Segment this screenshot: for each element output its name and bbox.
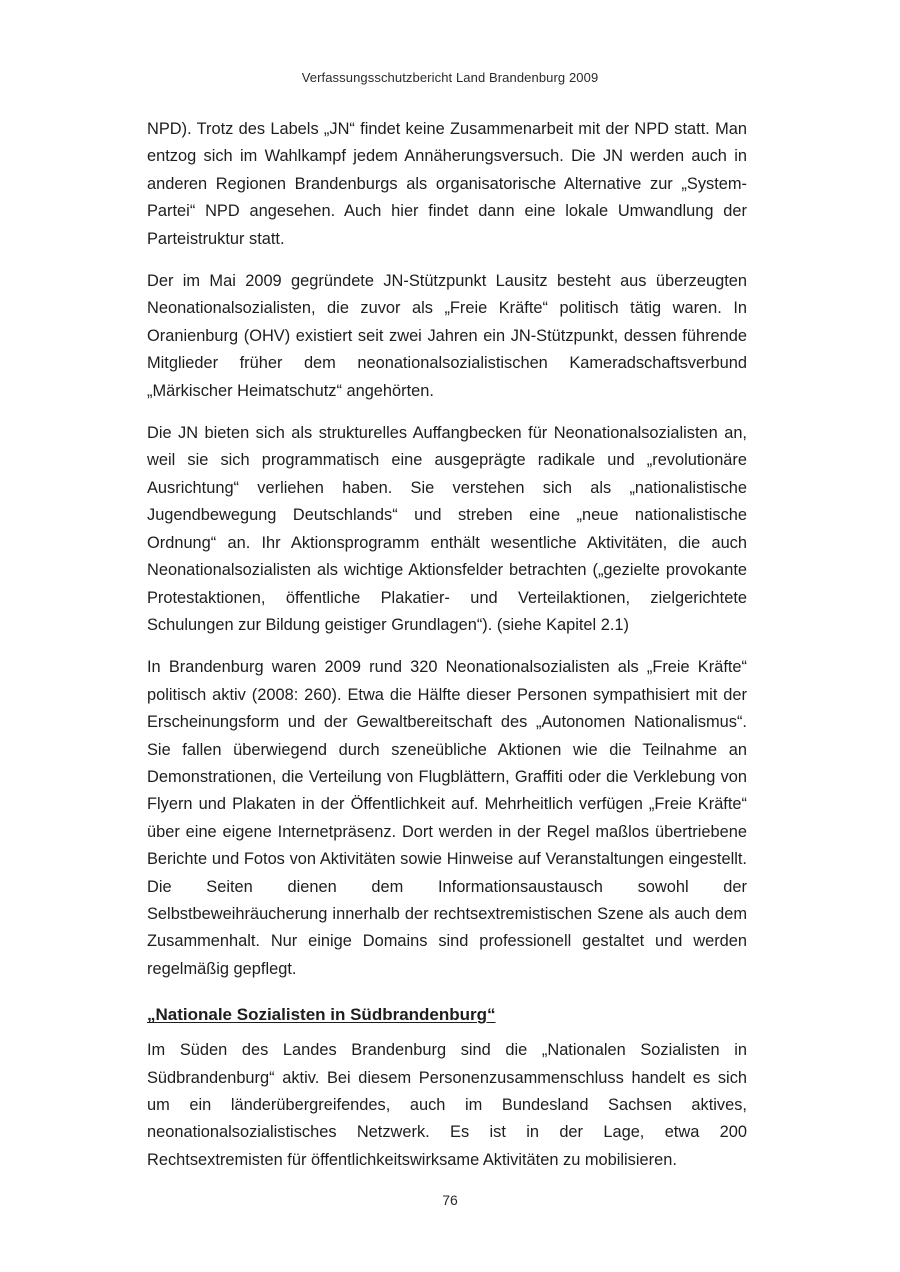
body-paragraph: Die JN bieten sich als strukturelles Auffangbecken für Neonationalsozialisten an, weil sie sich programmatisch eine ausgeprägte radikale und „revolutionäre Ausrichtung“ verliehen haben. Sie verstehen sich als „nationalistische Jugendbewegung Deutschlands“ und streben eine „neue nationalistische Ordnung“ an. Ihr Aktionsprogramm enthält wesentliche Aktivitäten, die auch Neonationalsozialisten als wichtige Aktionsfelder betrachten („gezielte provokante Protestaktionen, öffentliche Plakatier- und Verteilaktionen, zielgerichtete Schulungen zur Bildung geistiger Grundlagen“). (siehe Kapitel 2.1) [147,424,747,634]
body-paragraph: NPD). Trotz des Labels „JN“ findet keine Zusammenarbeit mit der NPD statt. Man entzog sich im Wahlkampf jedem Annäherungsversuch. Die JN werden auch in anderen Regionen Brandenburgs als organisatorische Alternative zur „System-Partei“ NPD angesehen. Auch hier findet dann eine lokale Umwandlung der Parteistruktur statt. [147,120,747,248]
page-body [147,116,747,1189]
body-paragraph: Der im Mai 2009 gegründete JN-Stützpunkt Lausitz besteht aus überzeugten Neonationalsozialisten, die zuvor als „Freie Kräfte“ politisch tätig waren. In Oranienburg (OHV) existiert seit zwei Jahren ein JN-Stützpunkt, dessen führende Mitglieder früher dem neonationalsozialistischen Kameradschaftsverbund „Märkischer Heimatschutz“ angehörten. [147,272,747,400]
page-number: 76 [442,1192,458,1208]
body-paragraph: In Brandenburg waren 2009 rund 320 Neonationalsozialisten als „Freie Kräfte“ politisch aktiv (2008: 260). Etwa die Hälfte dieser Personen sympathisiert mit der Erscheinungsform und der Gewaltbereitschaft des „Autonomen Nationalismus“. Sie fallen überwiegend durch szeneübliche Aktionen wie die Teilnahme an Demonstrationen, die Verteilung von Flugblättern, Graffiti oder die Verklebung von Flyern und Plakaten in der Öffentlichkeit auf. Mehrheitlich verfügen „Freie Kräfte“ über eine eigene Internetpräsenz. Dort werden in der Regel maßlos übertriebene Berichte und Fotos von Aktivitäten sowie Hinweise auf Veranstaltungen eingestellt. Die Seiten dienen dem Informationsaustausch sowohl der Selbstbeweihräucherung innerhalb der rechtsextremistischen Szene als auch dem Zusammenhalt. Nur einige Domains sind professionell gestaltet und werden regelmäßig gepflegt. [147,658,747,978]
running-header: Verfassungsschutzbericht Land Brandenburg 2009 [301,70,599,85]
section-paragraph: Im Süden des Landes Brandenburg sind die „Nationalen Sozialisten in Südbrandenburg“ aktiv. Bei diesem Personenzusammenschluss handelt es sich um ein länderübergreifendes, auch im Bundesland Sachsen aktives, neonationalsozialistisches Netzwerk. Es ist in der Lage, etwa 200 Rechtsextremisten für öffentlichkeitswirksame Aktivitäten zu mobilisieren. [147,1041,747,1169]
section-heading: „Nationale Sozialisten in Südbrandenburg“ [147,1005,496,1025]
